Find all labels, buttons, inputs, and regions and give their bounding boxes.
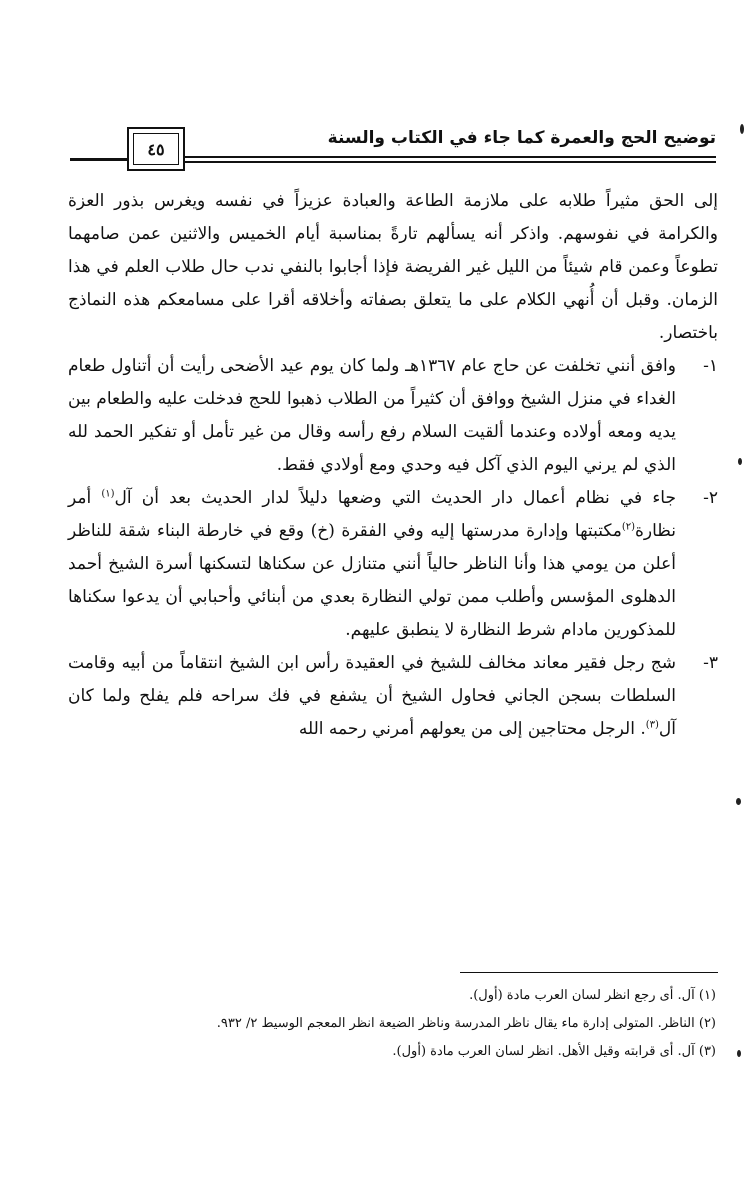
footnote-ref[interactable]: (٢) [621, 521, 636, 533]
footnote-separator [460, 972, 718, 973]
page-number-box [127, 127, 185, 171]
list-item-text: . الرجل محتاجين إلى من يعولهم أمرني رحمه الله [298, 719, 646, 739]
footnote: (١) آل. أى رجع انظر لسان العرب مادة (أول). [469, 988, 716, 1003]
header-rule-left [70, 158, 127, 161]
scan-speck [736, 798, 741, 805]
header-rule [146, 156, 716, 158]
list-item [68, 647, 718, 746]
body-text [68, 185, 718, 746]
list-item-number: ٣- [703, 653, 718, 673]
running-title: توضيح الحج والعمرة كما جاء في الكتاب والسنة [327, 128, 716, 148]
list-item-text: وافق أنني تخلفت عن حاج عام ١٣٦٧هـ ولما كان يوم عيد الأضحى رأيت أن أتناول طعام الغداء في منزل الشيخ ووافق أن كثيراً من الطلاب ذهبوا للحج فدخلت عليه والطعام بين يديه ومعه أولاده وعندما ألقيت السلام رفع رأسه وقال من غير تأمل أو تفكير الحمد لله الذي لم يرني اليوم الذي آكل فيه وحدي ومع أولادي فقط. [68, 356, 676, 475]
list-item-text: أمر نظارة [68, 488, 676, 541]
footnotes [66, 982, 716, 1066]
list-item-text: مكتبتها وإدارة مدرستها إليه وفي الفقرة (خ) وقع في خارطة البناء شقة للناظر أعلن من يومي هذا وأنا الناظر حالياً أنني متنازل عن سكناها لتسكنها أسرة الشيخ أحمد الدهلوى المؤسس وأطلب ممن تولي النظارة بعدي من أبنائي وأحبابي أن يدعوا سكناها للمذكورين مادام شرط النظارة لا ينطبق عليهم. [68, 521, 676, 640]
scan-speck [740, 124, 744, 134]
list-item-text: جاء في نظام أعمال دار الحديث التي وضعها دليلاً لدار الحديث بعد أن آل [114, 488, 676, 508]
intro-paragraph: إلى الحق مثيراً طلابه على ملازمة الطاعة والعبادة عزيزاً في نفسه ويغرس بذور العزة والكرامة في نفوسهم. واذكر أنه يسألهم تارةً بمناسبة أيام الخميس والاثنين عمن صامهما تطوعاً وعمن قام شيئاً من الليل غير الفريضة فإذا أجابوا بالنفي ندب حال طلاب العلم في هذا الزمان. وقبل أن أُنهي الكلام على ما يتعلق بصفاته وأخلاقه أقرا على مسامعكم هذه النماذج باختصار. [68, 191, 718, 343]
scan-speck [738, 458, 742, 465]
scan-speck [737, 1050, 741, 1057]
list-item [68, 350, 718, 482]
list-item-number: ١- [703, 356, 718, 376]
list-item-text: شج رجل فقير معاند مخالف للشيخ في العقيدة رأس ابن الشيخ انتقاماً من أبيه وقامت السلطات بسجن الجاني فحاول الشيخ أن يشفع في فك سراحه فلم يفلح ولما كان آل [68, 653, 676, 739]
footnote: (٣) آل. أى قرابته وقيل الأهل. انظر لسان العرب مادة (أول). [392, 1044, 716, 1059]
footnote-ref[interactable]: (١) [101, 488, 115, 500]
list-item-number: ٢- [703, 488, 718, 508]
footnote: (٢) الناظر. المتولى إدارة ماء يقال ناظر المدرسة وناظر الضيعة انظر المعجم الوسيط ٢/ ٩٣٢. [216, 1016, 716, 1031]
page-number: ٤٥ [133, 133, 179, 165]
header-rule [146, 161, 716, 163]
list-item [68, 482, 718, 647]
footnote-ref[interactable]: (٣) [645, 719, 659, 731]
